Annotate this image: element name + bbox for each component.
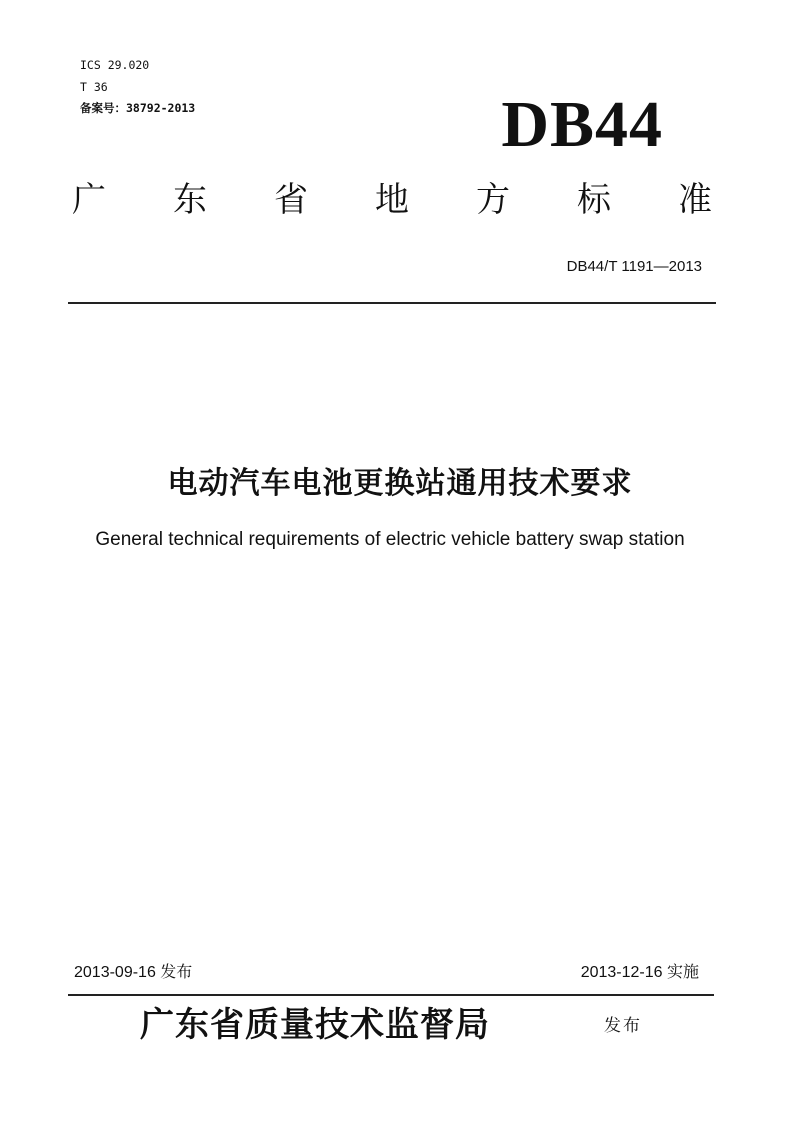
standard-type-char: 方: [476, 180, 510, 220]
db44-logo: DB44: [501, 88, 663, 161]
title-chinese: 电动汽车电池更换站通用技术要求: [167, 466, 633, 501]
issue-label: 发布: [604, 1016, 642, 1036]
standard-type-char: 准: [678, 180, 712, 220]
standard-code: DB44/T 1191—2013: [566, 258, 702, 275]
standard-type-char: 东: [173, 180, 207, 220]
record-number: 备案号：38792-2013: [80, 101, 196, 115]
standard-type-char: 省: [274, 180, 308, 220]
classification-code: T 36: [80, 80, 108, 94]
standard-type-char: 地: [375, 180, 409, 220]
publication-date: 2013-09-16 发布: [74, 964, 193, 981]
issuing-authority: 广东省质量技术监督局: [140, 1005, 490, 1045]
top-divider: [68, 302, 716, 304]
ics-code: ICS 29.020: [80, 58, 150, 72]
bottom-divider: [68, 994, 714, 996]
effective-date: 2013-12-16 实施: [580, 964, 699, 981]
standard-type-char: 标: [577, 180, 611, 220]
standard-type-char: 广: [72, 180, 106, 220]
standard-type-heading: [72, 180, 712, 220]
title-english: General technical requirements of electric vehicle battery swap station: [95, 529, 685, 550]
